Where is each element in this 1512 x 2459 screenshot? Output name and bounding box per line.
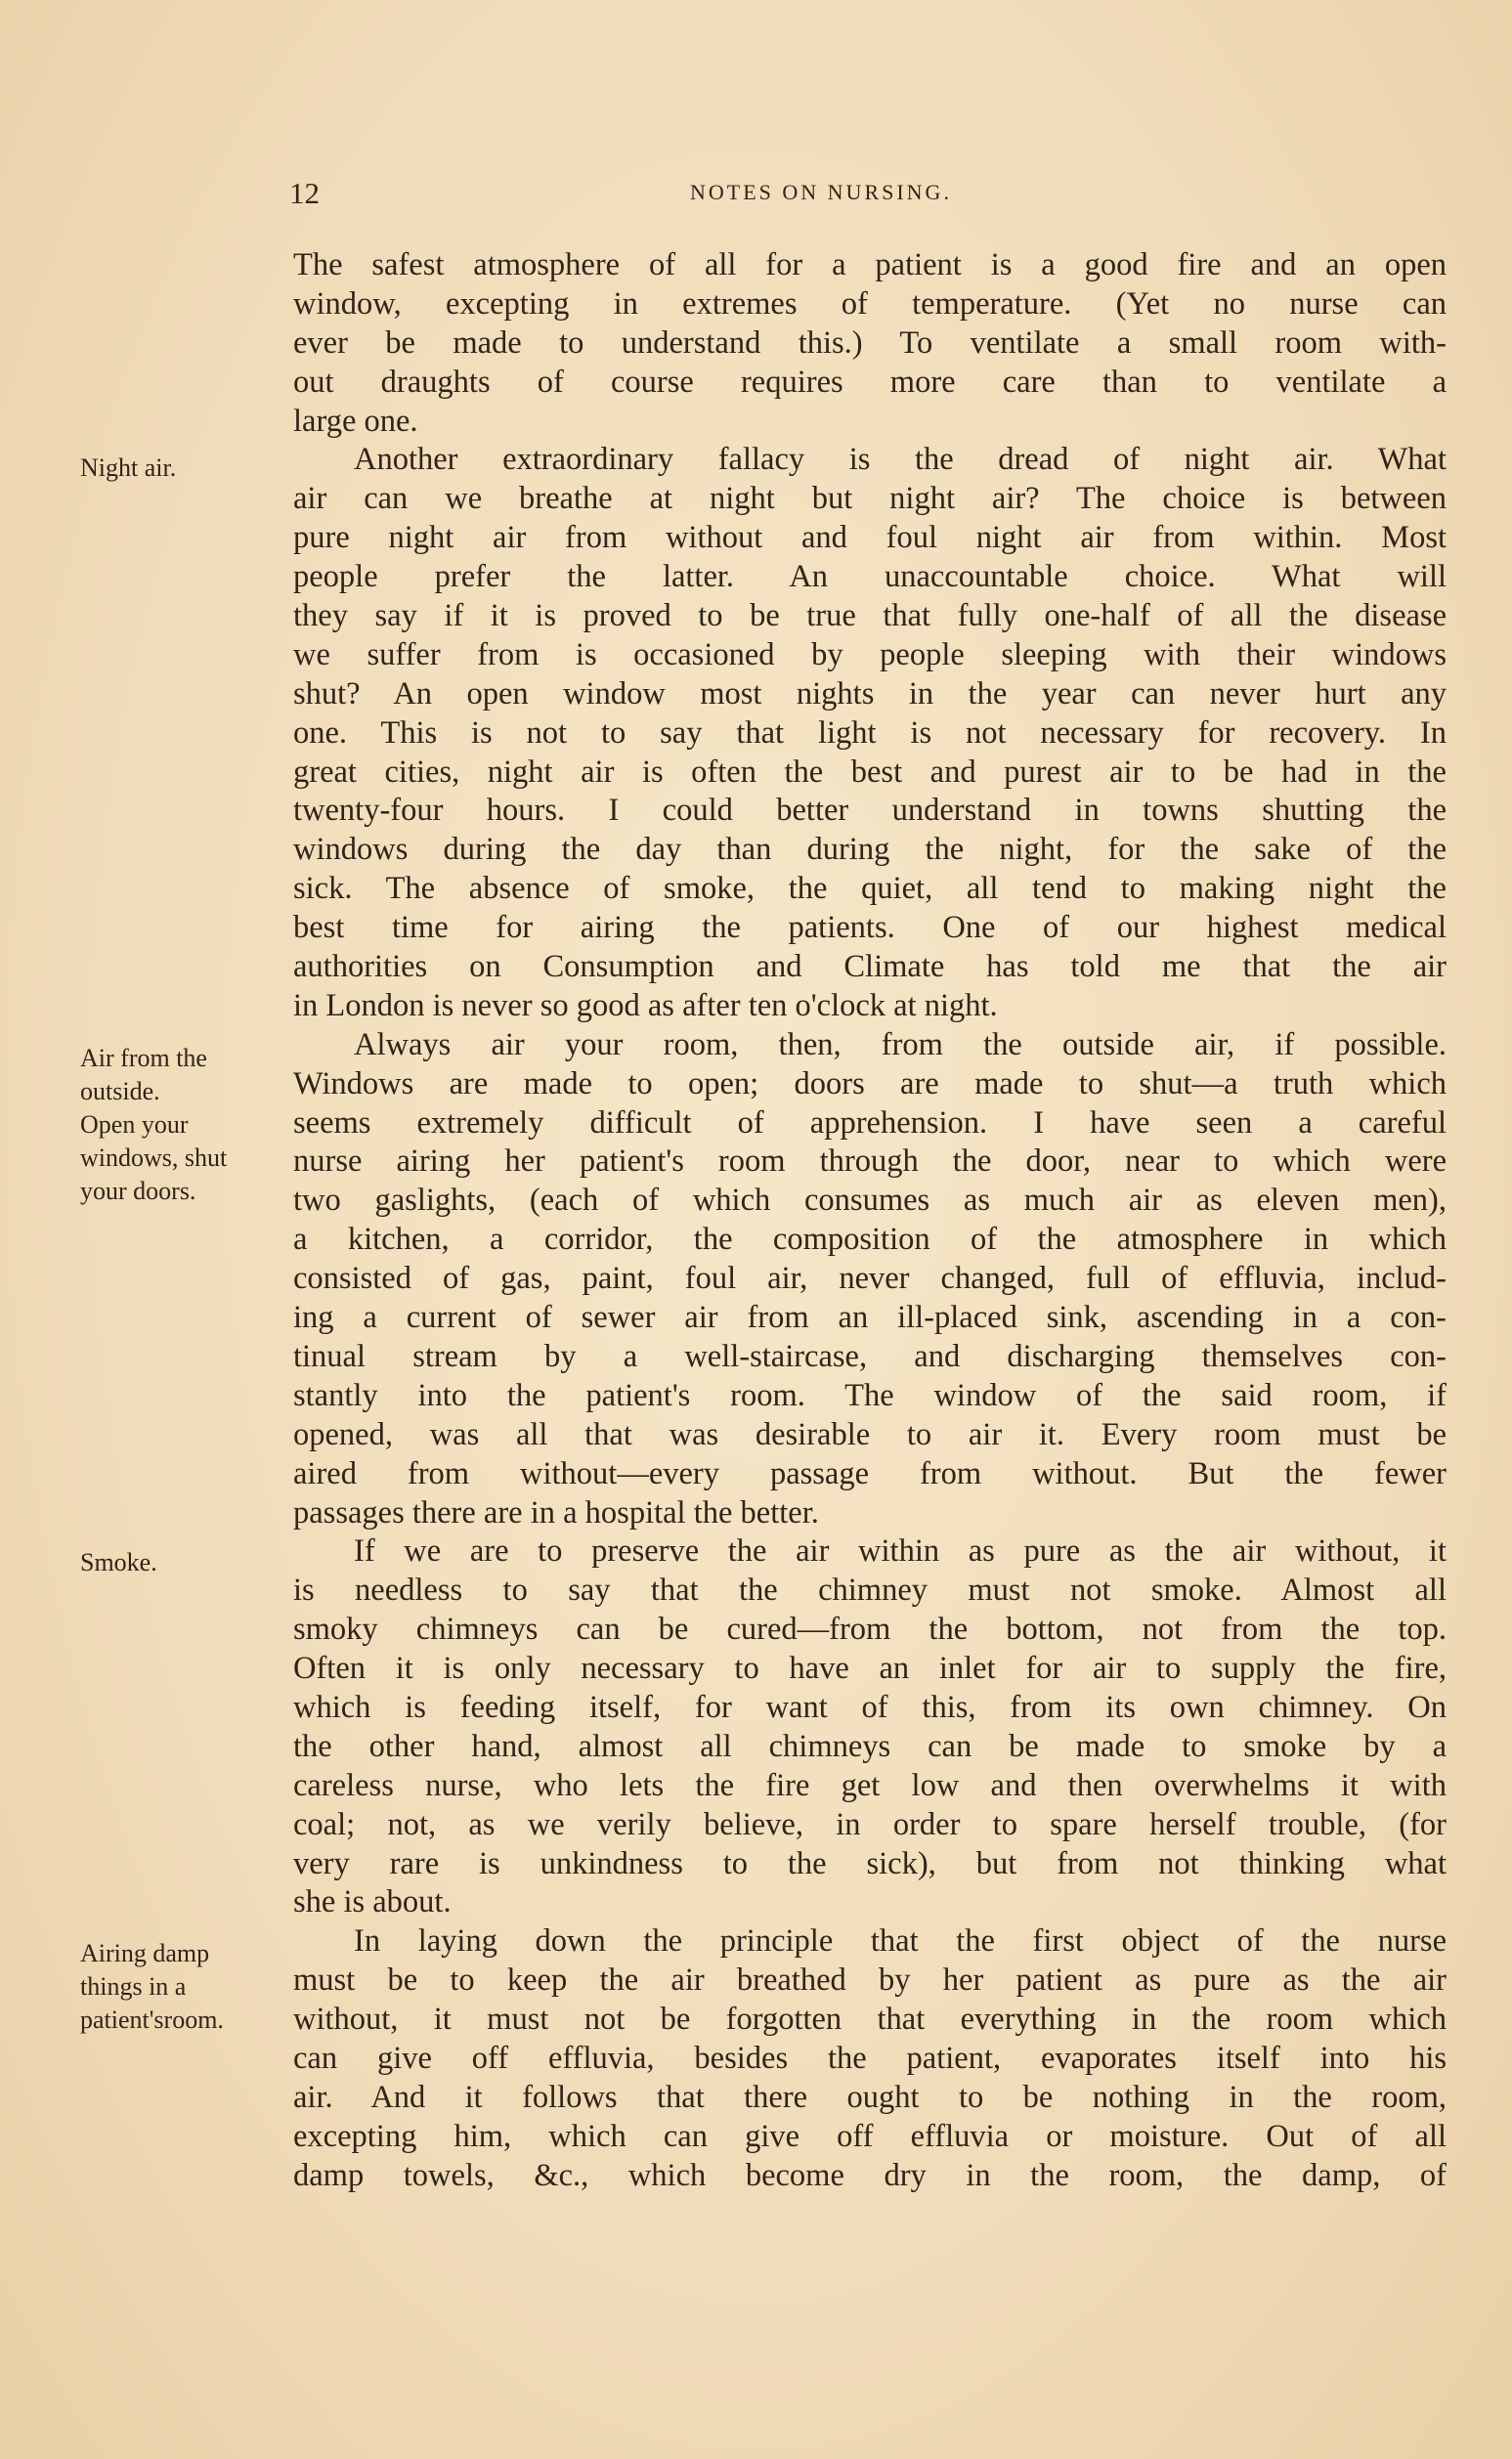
text-line: The safest atmosphere of all for a patient is a good fire and an open xyxy=(293,247,1447,282)
text-line: they say if it is proved to be true that fully one-half of all the disease xyxy=(293,598,1447,634)
text-line: smoky chimneys can be cured—from the bottom, not from the top. xyxy=(293,1612,1447,1648)
text-line: Often it is only necessary to have an inlet for air to supply the fire, xyxy=(293,1651,1447,1687)
text-line: damp towels, &c., which become dry in the room, the damp, of xyxy=(293,2157,1447,2193)
text-line: shut? An open window most nights in the year can never hurt any xyxy=(293,675,1447,712)
margin-note-line: patient'sroom. xyxy=(80,2006,224,2034)
margin-note-line: outside. xyxy=(80,1077,160,1105)
text-line: very rare is unkindness to the sick), but from not thinking what xyxy=(293,1845,1447,1881)
text-line: sick. The absence of smoke, the quiet, all tend to making night the xyxy=(293,871,1447,907)
text-line: the other hand, almost all chimneys can be made to smoke by a xyxy=(293,1728,1447,1764)
text-line: without, it must not be forgotten that everything in the room which xyxy=(293,2002,1447,2038)
text-line: best time for airing the patients. One of our highest medical xyxy=(293,910,1447,946)
running-head: NOTES ON NURSING. xyxy=(690,180,952,204)
text-line: coal; not, as we verily believe, in order to spare herself trouble, (for xyxy=(293,1806,1447,1842)
text-line: In laying down the principle that the first object of the nurse xyxy=(354,1923,1447,1960)
text-line: windows during the day than during the night, for the sake of the xyxy=(293,832,1447,868)
margin-note-smoke xyxy=(80,1546,295,1579)
text-line: consisted of gas, paint, foul air, never changed, full of effluvia, includ- xyxy=(293,1261,1447,1297)
body-text xyxy=(293,246,1447,2196)
text-line: two gaslights, (each of which consumes as much air as eleven men), xyxy=(293,1183,1447,1219)
text-line: tinual stream by a well-staircase, and discharging themselves con- xyxy=(293,1338,1447,1374)
margin-note-line: windows, shut xyxy=(80,1143,228,1172)
text-line: a kitchen, a corridor, the composition of the atmosphere in which xyxy=(293,1222,1447,1258)
margin-note-night-air xyxy=(80,452,295,485)
text-line: pure night air from without and foul night air from within. Most xyxy=(293,520,1447,556)
text-line: ever be made to understand this.) To ventilate a small room with- xyxy=(293,324,1447,361)
margin-note-airing-damp xyxy=(80,1937,295,2037)
text-line: Windows are made to open; doors are made to shut—a truth which xyxy=(293,1065,1447,1101)
text-line: air. And it follows that there ought to be nothing in the room, xyxy=(293,2079,1447,2115)
text-line: twenty-four hours. I could better understand in towns shutting the xyxy=(293,793,1447,829)
text-line: which is feeding itself, for want of this, from its own chimney. On xyxy=(293,1689,1447,1725)
text-line: aired from without—every passage from without. But the fewer xyxy=(293,1455,1447,1491)
text-line: must be to keep the air breathed by her patient as pure as the air xyxy=(293,1963,1447,1999)
text-line: passages there are in a hospital the better. xyxy=(293,1494,819,1531)
text-line: we suffer from is occasioned by people sleeping with their windows xyxy=(293,636,1447,672)
text-line: out draughts of course requires more care than to ventilate a xyxy=(293,364,1447,400)
text-line: great cities, night air is often the best and purest air to be had in the xyxy=(293,754,1447,790)
text-line: window, excepting in extremes of temperature. (Yet no nurse can xyxy=(293,285,1447,322)
text-line: large one. xyxy=(293,403,418,439)
text-line: nurse airing her patient's room through the door, near to which were xyxy=(293,1143,1447,1180)
margin-note-line: your doors. xyxy=(80,1177,196,1205)
text-line: stantly into the patient's room. The window of the said room, if xyxy=(293,1377,1447,1413)
margin-note-line: Open your xyxy=(80,1110,189,1139)
text-line: in London is never so good as after ten o'clock at night. xyxy=(293,987,998,1023)
text-line: people prefer the latter. An unaccountable choice. What will xyxy=(293,559,1447,595)
text-line: can give off effluvia, besides the patient, evaporates itself into his xyxy=(293,2040,1447,2076)
text-line: excepting him, which can give off effluvia or moisture. Out of all xyxy=(293,2118,1447,2154)
text-line: she is about. xyxy=(293,1884,452,1920)
margin-note-line: Night air. xyxy=(80,453,177,482)
text-line: opened, was all that was desirable to air it. Every room must be xyxy=(293,1416,1447,1452)
text-line: careless nurse, who lets the fire get low and then overwhelms it with xyxy=(293,1767,1447,1803)
text-line: is needless to say that the chimney must not smoke. Almost all xyxy=(293,1573,1447,1609)
text-line: air can we breathe at night but night air? The choice is between xyxy=(293,481,1447,517)
margin-note-line: things in a xyxy=(80,1972,187,2001)
text-line: one. This is not to say that light is not necessary for recovery. In xyxy=(293,714,1447,751)
margin-note-line: Smoke. xyxy=(80,1548,157,1576)
text-line: seems extremely difficult of apprehension. I have seen a careful xyxy=(293,1104,1447,1141)
text-line: ing a current of sewer air from an ill-placed sink, ascending in a con- xyxy=(293,1300,1447,1336)
margin-note-line: Air from the xyxy=(80,1044,207,1072)
margin-note-air-from-outside xyxy=(80,1042,295,1208)
page-number: 12 xyxy=(289,176,320,210)
page-header xyxy=(289,176,1443,219)
margin-note-line: Airing damp xyxy=(80,1939,210,1967)
text-line: authorities on Consumption and Climate has told me that the air xyxy=(293,949,1447,985)
text-line: Always air your room, then, from the outside air, if possible. xyxy=(354,1026,1447,1062)
text-line: If we are to preserve the air within as pure as the air without, it xyxy=(354,1533,1447,1570)
text-line: Another extraordinary fallacy is the dread of night air. What xyxy=(354,442,1447,478)
